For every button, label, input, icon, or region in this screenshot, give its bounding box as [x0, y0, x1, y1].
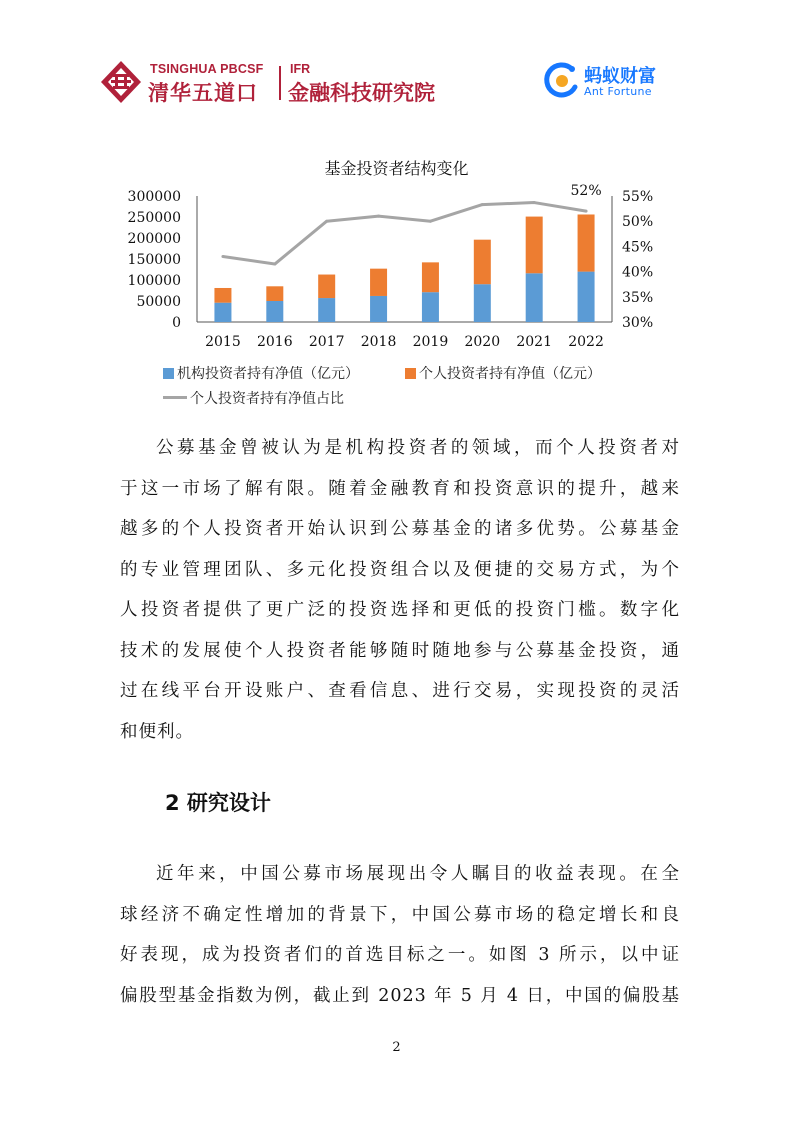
y-left-tick-label: 300000 — [127, 189, 181, 205]
point-individual-share — [377, 215, 380, 218]
bar-institutional — [370, 296, 387, 322]
legend-item-individual-share — [163, 388, 344, 408]
paragraph-line: 越多的个人投资者开始认识到公募基金的诸多优势。公募基金 — [120, 519, 680, 539]
bar-individual — [266, 286, 283, 301]
bar-institutional — [318, 298, 335, 322]
body-paragraph-1 — [120, 428, 680, 752]
page-number: 2 — [392, 1040, 401, 1055]
paragraph-line: 的专业管理团队、多元化投资组合以及便捷的交易方式，为个 — [120, 559, 680, 580]
bar-institutional — [214, 303, 231, 322]
y-left-tick-label: 200000 — [127, 231, 181, 247]
pbcsf-chinese-name: 清华五道口 — [148, 81, 258, 105]
paragraph-line: 偏股型基金指数为例，截止到 2023 年 5 月 4 日，中国的偏股基 — [120, 985, 680, 1006]
y-right-tick-label: 30% — [622, 315, 654, 331]
y-right-tick-label: 50% — [622, 214, 654, 231]
y-right-tick-label: 35% — [622, 289, 654, 306]
y-left-tick-label: 100000 — [127, 273, 181, 289]
legend-label-individual-share: 个人投资者持有净值占比 — [190, 391, 344, 407]
paragraph-line: 和便利。 — [120, 721, 194, 742]
y-right-tick-label: 40% — [622, 264, 654, 281]
chart-title: 基金投资者结构变化 — [324, 159, 469, 178]
x-tick-label: 2022 — [568, 334, 604, 350]
x-tick-label: 2015 — [205, 334, 241, 350]
point-individual-share — [481, 203, 484, 206]
legend-line-individual-share — [163, 396, 187, 399]
y-left-tick-label: 250000 — [127, 210, 181, 226]
x-tick-label: 2016 — [256, 334, 293, 350]
legend-item-institutional — [163, 363, 359, 383]
bar-institutional — [266, 301, 283, 322]
point-individual-share — [221, 255, 224, 258]
legend-swatch-institutional — [163, 368, 174, 379]
bar-institutional — [474, 284, 491, 322]
x-tick-label: 2020 — [464, 334, 501, 350]
x-tick-label: 2017 — [308, 334, 345, 350]
paragraph-line: 过在线平台开设账户、查看信息、进行交易，实现投资的灵活 — [120, 681, 680, 701]
bar-individual — [526, 217, 543, 274]
bar-individual — [474, 240, 491, 285]
bar-individual — [318, 275, 335, 299]
paragraph-line: 人投资者提供了更广泛的投资选择和更低的投资门槛。数字化 — [120, 600, 680, 620]
y-left-tick-label: 150000 — [127, 252, 181, 268]
pbcsf-english-name: TSINGHUA PBCSF — [150, 62, 264, 76]
bar-individual — [422, 262, 439, 292]
bar-individual — [214, 288, 231, 303]
ant-fortune-chinese-name: 蚂蚁财富 — [584, 66, 656, 87]
y-left-tick-label: 0 — [172, 315, 181, 331]
body-paragraph-2 — [120, 854, 680, 1016]
bar-institutional — [578, 272, 595, 322]
annotation-label: 52% — [570, 183, 602, 200]
y-right-tick-label: 45% — [622, 239, 654, 256]
point-individual-share — [533, 201, 536, 204]
paragraph-line: 好表现，成为投资者们的首选目标之一。如图 3 所示，以中证 — [120, 945, 680, 965]
bar-institutional — [422, 292, 439, 322]
y-right-tick-label: 55% — [622, 189, 654, 205]
x-tick-label: 2019 — [412, 334, 449, 350]
bar-individual — [578, 214, 595, 271]
point-individual-share — [585, 210, 588, 213]
y-left-tick-label: 50000 — [136, 294, 181, 310]
paragraph-line: 近年来，中国公募市场展现出令人瞩目的收益表现。在全 — [156, 864, 680, 884]
bar-institutional — [526, 273, 543, 322]
legend-swatch-individual — [405, 368, 416, 379]
legend-label-institutional: 机构投资者持有净值（亿元） — [177, 366, 359, 382]
point-individual-share — [429, 220, 432, 223]
paragraph-line: 于这一市场了解有限。随着金融教育和投资意识的提升，越来 — [120, 478, 680, 499]
investor-structure-chart — [0, 0, 793, 360]
section-heading: 2 研究设计 — [165, 791, 271, 815]
x-tick-label: 2021 — [516, 334, 553, 350]
bar-individual — [370, 269, 387, 296]
ant-fortune-english-name: Ant Fortune — [584, 85, 652, 98]
legend-label-individual: 个人投资者持有净值（亿元） — [419, 366, 601, 382]
ifr-english-name: IFR — [290, 62, 311, 76]
paragraph-line: 技术的发展使个人投资者能够随时随地参与公募基金投资，通 — [120, 640, 680, 661]
legend-item-individual — [405, 363, 601, 383]
x-tick-label: 2018 — [360, 334, 397, 350]
point-individual-share — [325, 220, 328, 223]
point-individual-share — [273, 263, 276, 266]
chart-legend — [0, 358, 793, 408]
paragraph-line: 公募基金曾被认为是机构投资者的领域，而个人投资者对 — [156, 438, 680, 458]
ifr-chinese-name: 金融科技研究院 — [288, 81, 435, 105]
paragraph-line: 球经济不确定性增加的背景下，中国公募市场的稳定增长和良 — [120, 904, 680, 925]
